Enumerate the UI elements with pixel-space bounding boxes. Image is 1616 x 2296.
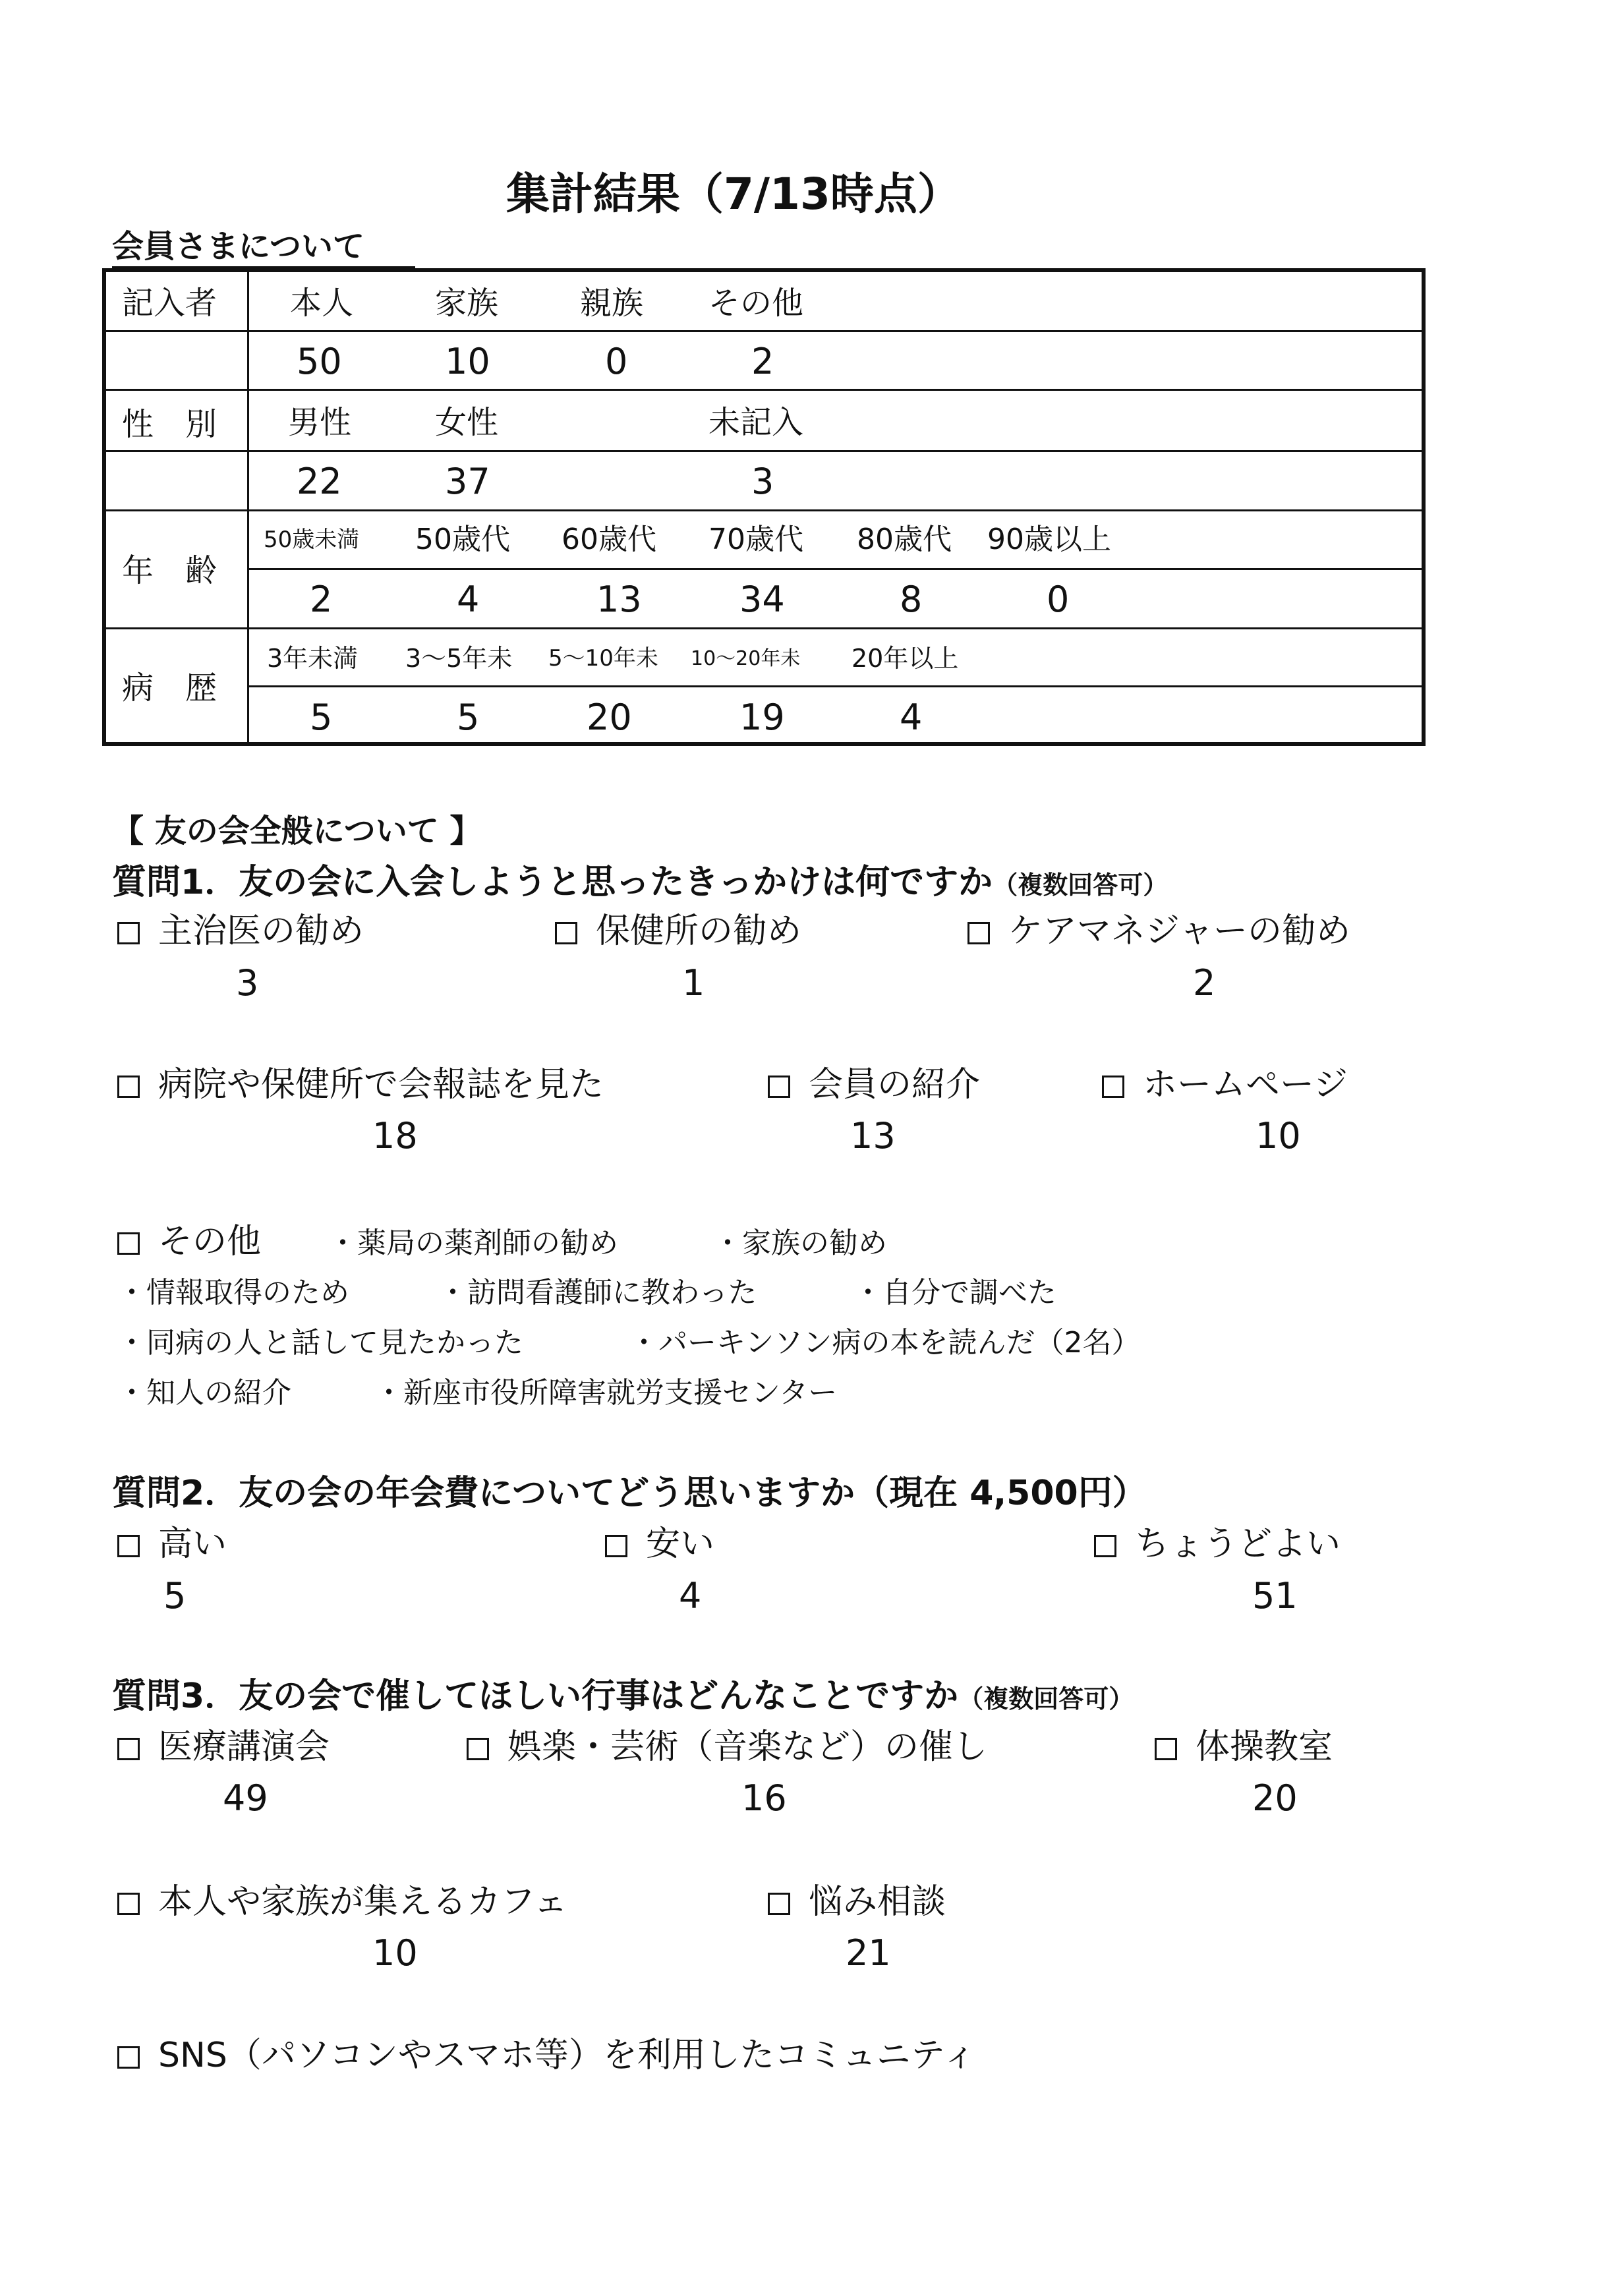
checkbox-icon — [117, 1535, 140, 1557]
writer-value: 2 — [751, 341, 774, 382]
q2-count: 51 — [1252, 1575, 1298, 1617]
q1-option: 会員の紹介 — [768, 1068, 980, 1102]
checkbox-icon — [768, 1893, 790, 1915]
history-header: 20年以上 — [851, 644, 959, 673]
age-header: 90歳以上 — [987, 523, 1111, 556]
checkbox-icon — [555, 922, 577, 944]
gender-header: 女性 — [435, 404, 499, 441]
q1-other-option: その他 — [117, 1224, 261, 1259]
checkbox-icon — [467, 1738, 489, 1760]
age-header: 70歳代 — [708, 523, 803, 556]
history-header: 3〜5年未 — [405, 644, 513, 673]
q1-option: 保健所の勧め — [555, 914, 801, 948]
q2-label: 質問2．友の会の年会費についてどう思いますか（現在 4,500円） — [112, 1474, 1147, 1513]
q2-option: ちょうどよい — [1094, 1527, 1341, 1561]
q1-other-item: ・家族の勧め — [713, 1226, 887, 1260]
q1-option: 病院や保健所で会報誌を見た — [117, 1068, 604, 1102]
row-label-age: 年 齢 — [122, 552, 217, 589]
gender-header: 未記入 — [708, 404, 804, 441]
history-value: 20 — [587, 697, 632, 738]
age-header: 50歳代 — [415, 523, 510, 556]
writer-value: 10 — [445, 341, 490, 382]
q2-option: 安い — [605, 1527, 714, 1561]
q3-label: 質問3．友の会で催してほしい行事はどんなことですか（複数回答可） — [112, 1677, 1134, 1716]
history-value: 4 — [900, 697, 923, 738]
q1-option: ホームページ — [1102, 1068, 1348, 1102]
gender-value: 3 — [751, 461, 774, 502]
q1-other-item: ・訪問看護師に教わった — [438, 1276, 757, 1309]
checkbox-icon — [117, 1232, 140, 1255]
q3-count: 20 — [1252, 1777, 1298, 1819]
writer-header: その他 — [708, 285, 804, 322]
checkbox-icon — [117, 1893, 140, 1915]
gender-header: 男性 — [288, 404, 352, 441]
q3-option: 娯楽・芸術（音楽など）の催し — [467, 1730, 987, 1764]
table-border — [102, 268, 1426, 746]
q1-option: ケアマネジャーの勧め — [967, 914, 1350, 948]
age-value: 13 — [596, 579, 642, 620]
row-label-gender: 性 別 — [122, 406, 217, 443]
q1-other-item: ・知人の紹介 — [117, 1376, 291, 1410]
q1-label: 質問1．友の会に入会しようと思ったきっかけは何ですか（複数回答可） — [112, 863, 1169, 902]
q3-option: SNS（パソコンやスマホ等）を利用したコミュニティ — [117, 2038, 977, 2073]
q1-option: 主治医の勧め — [117, 914, 364, 948]
gender-value: 22 — [297, 461, 342, 502]
q3-count: 21 — [846, 1932, 891, 1974]
row-label-writer: 記入者 — [122, 285, 217, 322]
writer-header: 本人 — [290, 285, 354, 322]
q3-count: 16 — [741, 1777, 787, 1819]
checkbox-icon — [1102, 1076, 1124, 1098]
q1-other-item: ・同病の人と話して見たかった — [117, 1326, 523, 1360]
age-value: 0 — [1047, 579, 1070, 620]
writer-header: 家族 — [435, 285, 499, 322]
writer-value: 50 — [297, 341, 342, 382]
members-heading: 会員さまについて — [112, 228, 365, 265]
q1-count: 18 — [372, 1115, 418, 1157]
checkbox-icon — [1094, 1535, 1116, 1557]
history-value: 19 — [739, 697, 785, 738]
q1-other-item: ・薬局の薬剤師の勧め — [328, 1226, 618, 1260]
q3-count: 10 — [372, 1932, 418, 1974]
history-value: 5 — [310, 697, 333, 738]
history-header: 3年未満 — [267, 644, 359, 673]
q1-count: 1 — [682, 962, 705, 1004]
q1-count: 13 — [850, 1115, 896, 1157]
checkbox-icon — [768, 1076, 790, 1098]
age-value: 8 — [900, 579, 923, 620]
general-heading: 【 友の会全般について 】 — [112, 813, 482, 849]
age-value: 34 — [739, 579, 785, 620]
history-header: 10〜20年未 — [691, 647, 801, 670]
checkbox-icon — [117, 2046, 140, 2069]
q3-option: 悩み相談 — [768, 1885, 946, 1919]
checkbox-icon — [1155, 1738, 1177, 1760]
q2-count: 4 — [679, 1575, 702, 1617]
checkbox-icon — [605, 1535, 627, 1557]
q3-count: 49 — [223, 1777, 268, 1819]
q1-other-item: ・パーキンソン病の本を読んだ（2名） — [629, 1326, 1141, 1360]
age-header: 60歳代 — [562, 523, 656, 556]
writer-header: 親族 — [580, 285, 644, 322]
q1-count: 10 — [1255, 1115, 1301, 1157]
age-header: 80歳代 — [857, 523, 952, 556]
checkbox-icon — [117, 1738, 140, 1760]
q1-other-item: ・新座市役所障害就労支援センター — [374, 1376, 838, 1410]
writer-value: 0 — [605, 341, 628, 382]
age-header: 50歳未満 — [264, 527, 360, 553]
q3-option: 医療講演会 — [117, 1730, 330, 1764]
gender-value: 37 — [445, 461, 490, 502]
history-value: 5 — [457, 697, 480, 738]
row-label-history: 病 歴 — [122, 670, 217, 706]
q1-other-item: ・自分で調べた — [853, 1276, 1056, 1309]
q2-option: 高い — [117, 1527, 227, 1561]
q2-count: 5 — [163, 1575, 187, 1617]
q1-count: 2 — [1193, 962, 1216, 1004]
q1-count: 3 — [236, 962, 259, 1004]
age-value: 4 — [457, 579, 480, 620]
checkbox-icon — [117, 922, 140, 944]
page-title: 集計結果（7/13時点） — [506, 169, 961, 219]
q3-option: 体操教室 — [1155, 1730, 1333, 1764]
q3-option: 本人や家族が集えるカフェ — [117, 1885, 567, 1919]
history-header: 5〜10年未 — [548, 645, 658, 672]
q1-other-item: ・情報取得のため — [117, 1276, 349, 1309]
checkbox-icon — [117, 1076, 140, 1098]
checkbox-icon — [967, 922, 990, 944]
q3-note: （複数回答可） — [958, 1684, 1134, 1713]
age-value: 2 — [310, 579, 333, 620]
q1-note: （複数回答可） — [993, 871, 1169, 900]
